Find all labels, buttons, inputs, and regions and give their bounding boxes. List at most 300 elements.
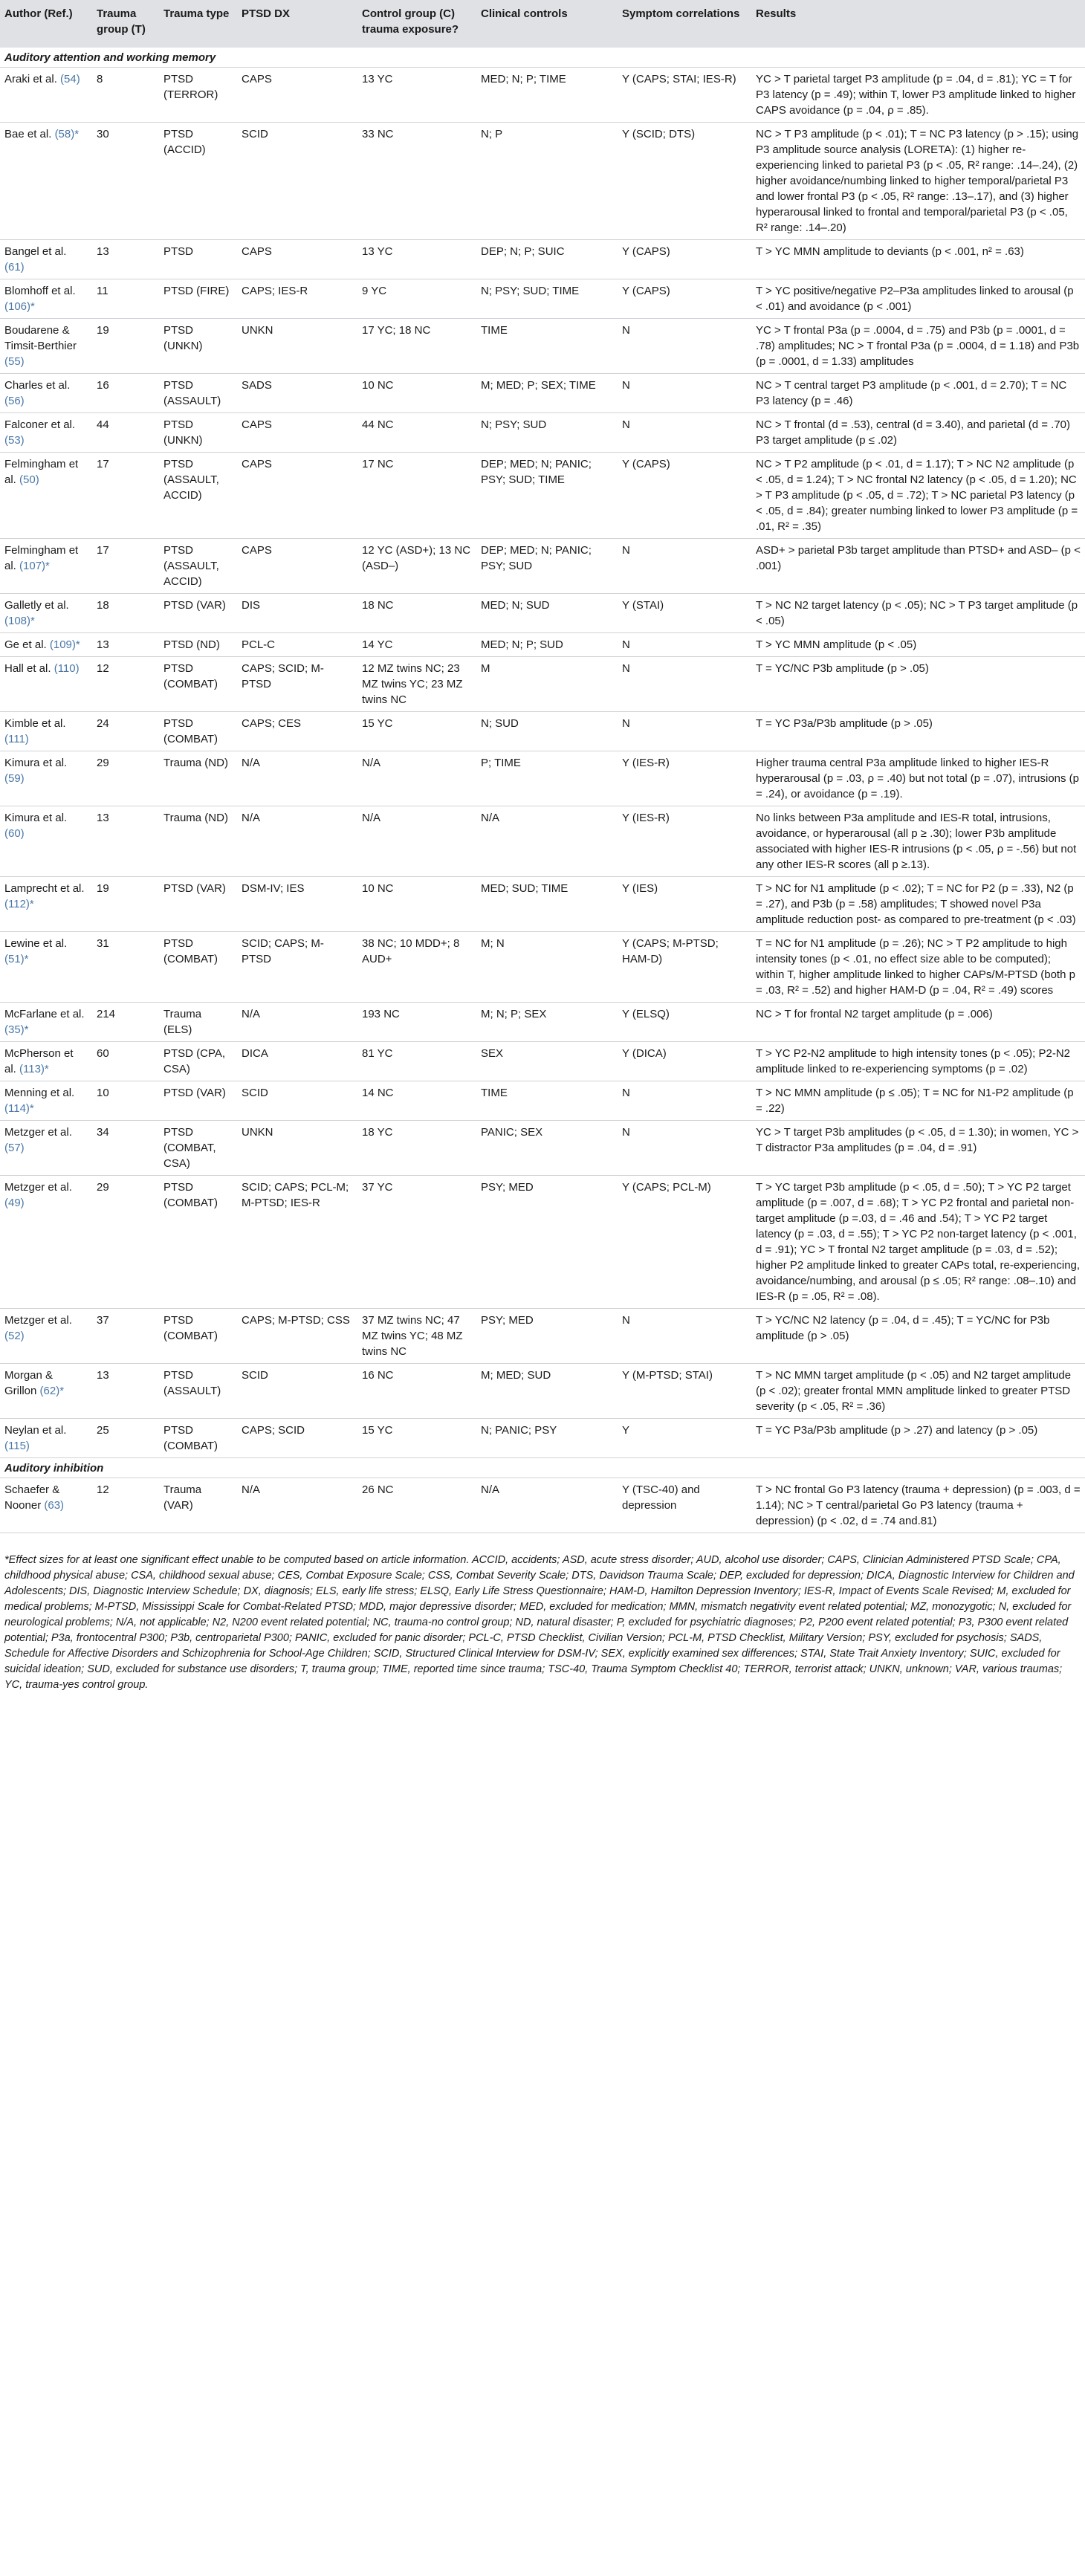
reference-link[interactable]: (56) — [4, 395, 25, 407]
cell-ptsd-dx: SCID; CAPS; M-PTSD — [237, 932, 357, 1003]
cell-results: T > NC frontal Go P3 latency (trauma + depression) (p = .003, d = 1.14); NC > T central/parietal Go P3 latency (trauma + depression) (p < .02, d = .74 and.81) — [751, 1478, 1085, 1533]
cell-clinical-controls: N; PSY; SUD; TIME — [476, 279, 618, 319]
author-name: Kimble et al. — [4, 717, 66, 730]
cell-trauma-type: PTSD (CPA, CSA) — [159, 1042, 237, 1081]
cell-trauma-type: PTSD (COMBAT) — [159, 932, 237, 1003]
cell-ptsd-dx: CAPS — [237, 68, 357, 123]
cell-clinical-controls: MED; N; SUD — [476, 594, 618, 633]
cell-control-group: N/A — [357, 751, 476, 806]
table-row — [0, 1478, 1085, 1533]
reference-link[interactable]: (60) — [4, 827, 25, 840]
cell-control-group: 13 YC — [357, 68, 476, 123]
cell-control-group: 16 NC — [357, 1364, 476, 1419]
cell-clinical-controls: MED; N; P; SUD — [476, 633, 618, 657]
cell-clinical-controls: DEP; N; P; SUIC — [476, 240, 618, 279]
cell-symptom-correlations: Y (ELSQ) — [618, 1003, 751, 1042]
cell-author — [0, 1081, 92, 1121]
cell-control-group: 81 YC — [357, 1042, 476, 1081]
cell-clinical-controls: N/A — [476, 806, 618, 877]
table-row — [0, 932, 1085, 1003]
cell-results: No links between P3a amplitude and IES-R total, intrusions, avoidance, or hyperarousal (all p ≥ .30); lower P3b amplitude associated with higher IES-R intrusions (p < .05, ρ = -.56) but not any other IES-R scores (all p ≥.13). — [751, 806, 1085, 877]
reference-link[interactable]: (112)* — [4, 898, 34, 910]
author-name: Schaefer & Nooner — [4, 1483, 60, 1512]
author-name: Bae et al. — [4, 128, 52, 140]
reference-link[interactable]: (61) — [4, 261, 25, 274]
cell-author — [0, 1176, 92, 1309]
cell-author — [0, 123, 92, 240]
cell-clinical-controls: N; PSY; SUD — [476, 413, 618, 453]
table-row — [0, 1003, 1085, 1042]
cell-results: T = YC P3a/P3b amplitude (p > .05) — [751, 712, 1085, 751]
cell-clinical-controls: PSY; MED — [476, 1309, 618, 1364]
cell-trauma-type: Trauma (ND) — [159, 751, 237, 806]
table-row — [0, 1121, 1085, 1176]
cell-results: NC > T P2 amplitude (p < .01, d = 1.17); T > NC N2 amplitude (p < .05, d = 1.24); T > NC frontal N2 latency (p < .05, d = 1.20); NC > T P3 amplitude (p < .05, d = .72); T > NC parietal P3 latency (p < .05, d = .84); greater numbing linked to lower P3 amplitude (p = .01, R² = .35) — [751, 453, 1085, 539]
cell-clinical-controls: PSY; MED — [476, 1176, 618, 1309]
reference-link[interactable]: (35)* — [4, 1023, 29, 1036]
cell-symptom-correlations: Y (STAI) — [618, 594, 751, 633]
cell-trauma-n: 30 — [92, 123, 159, 240]
cell-ptsd-dx: CAPS — [237, 240, 357, 279]
reference-link[interactable]: (110) — [54, 662, 80, 675]
header-ptsd-dx: PTSD DX — [237, 0, 357, 48]
cell-symptom-correlations: Y (CAPS; STAI; IES-R) — [618, 68, 751, 123]
author-name: Lewine et al. — [4, 937, 68, 950]
reference-link[interactable]: (62)* — [39, 1385, 65, 1397]
cell-results: T > YC P2-N2 amplitude to high intensity tones (p < .05); P2-N2 amplitude linked to re-experiencing symptoms (p = .02) — [751, 1042, 1085, 1081]
cell-symptom-correlations: Y (CAPS) — [618, 279, 751, 319]
cell-results: T > NC MMN amplitude (p ≤ .05); T = NC for N1-P2 amplitude (p = .22) — [751, 1081, 1085, 1121]
table-row — [0, 806, 1085, 877]
reference-link[interactable]: (52) — [4, 1330, 25, 1342]
cell-ptsd-dx: CAPS; IES-R — [237, 279, 357, 319]
reference-link[interactable]: (58)* — [54, 128, 80, 140]
author-name: Charles et al. — [4, 379, 71, 392]
cell-author — [0, 633, 92, 657]
cell-author — [0, 240, 92, 279]
table-row — [0, 633, 1085, 657]
author-name: Boudarene & Timsit-Berthier — [4, 324, 77, 352]
cell-clinical-controls: TIME — [476, 1081, 618, 1121]
cell-ptsd-dx: N/A — [237, 1003, 357, 1042]
section-header-row — [0, 48, 1085, 68]
reference-link[interactable]: (113)* — [19, 1063, 49, 1075]
cell-ptsd-dx: N/A — [237, 1478, 357, 1533]
cell-clinical-controls: MED; SUD; TIME — [476, 877, 618, 932]
cell-control-group: 33 NC — [357, 123, 476, 240]
cell-clinical-controls: N; PANIC; PSY — [476, 1419, 618, 1458]
cell-trauma-type: PTSD (TERROR) — [159, 68, 237, 123]
cell-trauma-n: 12 — [92, 657, 159, 712]
cell-trauma-n: 11 — [92, 279, 159, 319]
cell-clinical-controls: DEP; MED; N; PANIC; PSY; SUD — [476, 539, 618, 594]
cell-ptsd-dx: DICA — [237, 1042, 357, 1081]
cell-results: T > YC MMN amplitude (p < .05) — [751, 633, 1085, 657]
cell-results: ASD+ > parietal P3b target amplitude than PTSD+ and ASD– (p < .001) — [751, 539, 1085, 594]
cell-clinical-controls: PANIC; SEX — [476, 1121, 618, 1176]
cell-ptsd-dx: N/A — [237, 806, 357, 877]
cell-control-group: 15 YC — [357, 1419, 476, 1458]
cell-symptom-correlations: Y (CAPS; M-PTSD; HAM-D) — [618, 932, 751, 1003]
author-name: Araki et al. — [4, 73, 57, 85]
reference-link[interactable]: (57) — [4, 1142, 25, 1154]
cell-ptsd-dx: SCID — [237, 123, 357, 240]
cell-control-group: 38 NC; 10 MDD+; 8 AUD+ — [357, 932, 476, 1003]
table-row — [0, 453, 1085, 539]
table-row — [0, 1419, 1085, 1458]
cell-author — [0, 453, 92, 539]
cell-author — [0, 1419, 92, 1458]
author-name: Bangel et al. — [4, 245, 67, 258]
reference-link[interactable]: (115) — [4, 1440, 30, 1452]
header-results: Results — [751, 0, 1085, 48]
cell-author — [0, 319, 92, 374]
cell-trauma-n: 12 — [92, 1478, 159, 1533]
cell-results: Higher trauma central P3a amplitude linked to higher IES-R hyperarousal (p = .03, ρ = .40) but not total (p = .07), intrusions (p = .24), or avoidance (p = .19). — [751, 751, 1085, 806]
cell-ptsd-dx: CAPS — [237, 413, 357, 453]
cell-trauma-type: PTSD — [159, 240, 237, 279]
cell-results: YC > T frontal P3a (p = .0004, d = .75) and P3b (p = .0001, d = .78) amplitudes; NC > T frontal P3a (p = .0004, d = 1.18) and P3b (p = .0001, d = 1.33) amplitudes — [751, 319, 1085, 374]
cell-symptom-correlations: N — [618, 319, 751, 374]
reference-link[interactable]: (51)* — [4, 953, 29, 965]
reference-link[interactable]: (108)* — [4, 615, 35, 627]
cell-ptsd-dx: SCID — [237, 1081, 357, 1121]
cell-trauma-type: PTSD (VAR) — [159, 594, 237, 633]
cell-trauma-n: 34 — [92, 1121, 159, 1176]
cell-control-group: 10 NC — [357, 877, 476, 932]
cell-symptom-correlations: N — [618, 374, 751, 413]
cell-author — [0, 1003, 92, 1042]
table-row — [0, 123, 1085, 240]
cell-results: T = NC for N1 amplitude (p = .26); NC > T P2 amplitude to high intensity tones (p < .01, no effect size able to be computed); within T, higher amplitude linked to higher CAPs/M-PTSD (both p = .03, R² = .52) and higher HAM-D (p = .04, R² = .49) scores — [751, 932, 1085, 1003]
cell-control-group: 17 YC; 18 NC — [357, 319, 476, 374]
cell-symptom-correlations: N — [618, 413, 751, 453]
header-clinical-controls: Clinical controls — [476, 0, 618, 48]
cell-author — [0, 932, 92, 1003]
header-control-group: Control group (C) trauma exposure? — [357, 0, 476, 48]
cell-trauma-n: 13 — [92, 633, 159, 657]
cell-clinical-controls: MED; N; P; TIME — [476, 68, 618, 123]
cell-ptsd-dx: CAPS; SCID — [237, 1419, 357, 1458]
cell-control-group: 18 YC — [357, 1121, 476, 1176]
cell-trauma-n: 13 — [92, 806, 159, 877]
cell-results: NC > T P3 amplitude (p < .01); T = NC P3 latency (p > .15); using P3 amplitude source analysis (LORETA): (1) higher re-experiencing linked to parietal P3 (p < .05, R² range: .14–.24), (2) higher avoidance/numbing linked to higher temporal/parietal P3 and lower frontal P3 (p < .05, R² range: .13–.17), and (3) higher hyperarousal linked to frontal and temporal/parietal P3 (p < .05, R² range: .14–.20) — [751, 123, 1085, 240]
cell-results: T > NC for N1 amplitude (p < .02); T = NC for P2 (p = .33), N2 (p = .27), and P3b (p = .58) amplitudes; T showed novel P3a amplitude reduction post- as compared to pre-treatment (p < .03) — [751, 877, 1085, 932]
cell-symptom-correlations: N — [618, 1081, 751, 1121]
cell-control-group: 12 YC (ASD+); 13 NC (ASD–) — [357, 539, 476, 594]
table-row — [0, 539, 1085, 594]
cell-results: T > YC/NC N2 latency (p = .04, d = .45); T = YC/NC for P3b amplitude (p > .05) — [751, 1309, 1085, 1364]
cell-trauma-type: PTSD (UNKN) — [159, 413, 237, 453]
cell-symptom-correlations: Y (IES-R) — [618, 806, 751, 877]
cell-symptom-correlations: Y (CAPS; PCL-M) — [618, 1176, 751, 1309]
cell-trauma-type: PTSD (COMBAT) — [159, 1176, 237, 1309]
reference-link[interactable]: (111) — [4, 733, 29, 745]
cell-control-group: 193 NC — [357, 1003, 476, 1042]
cell-clinical-controls: M; N — [476, 932, 618, 1003]
cell-symptom-correlations: N — [618, 539, 751, 594]
cell-symptom-correlations: N — [618, 1309, 751, 1364]
reference-link[interactable]: (109)* — [49, 638, 80, 651]
cell-results: YC > T parietal target P3 amplitude (p = .04, d = .81); YC = T for P3 latency (p = .49); within T, lower P3 amplitude linked to higher CAPS avoidance (p = .04, ρ = .85). — [751, 68, 1085, 123]
cell-trauma-type: PTSD (ASSAULT) — [159, 1364, 237, 1419]
cell-trauma-n: 17 — [92, 453, 159, 539]
cell-author — [0, 877, 92, 932]
cell-trauma-type: PTSD (ACCID) — [159, 123, 237, 240]
author-name: Kimura et al. — [4, 812, 68, 824]
cell-ptsd-dx: SCID — [237, 1364, 357, 1419]
cell-symptom-correlations: N — [618, 1121, 751, 1176]
cell-clinical-controls: M; MED; P; SEX; TIME — [476, 374, 618, 413]
cell-author — [0, 1478, 92, 1533]
table-row — [0, 240, 1085, 279]
author-name: Falconer et al. — [4, 418, 76, 431]
cell-results: T > YC target P3b amplitude (p < .05, d = .50); T > YC P2 target amplitude (p = .007, d = .68); T > YC P2 frontal and parietal non-target amplitude (p =.03, d = .46 and .54); T > YC P2 target latency (p = .03, d = .55); T > YC P2 non-target latency (p < .001, d = .91); YC > T frontal N2 target amplitude (p = .03, d = .52); higher P2 amplitude linked to greater CAPs total, re-experiencing, avoidance/numbing, and arousal (p ≤ .05; R² range: .08–.10) and IES-R (p = .05, R² = .08). — [751, 1176, 1085, 1309]
table-footnote: *Effect sizes for at least one significant effect unable to be computed based on article information. ACCID, accidents; ASD, acute stress disorder; AUD, alcohol use disorder; CAPS, Clinician Administered PTSD Scale; CPA, childhood physical abuse; CSA, childhood sexual abuse; CES, Combat Exposure Scale; CSS, Combat Severity Scale; DTS, Davidson Trauma Scale; DEP, excluded for depression; DICA, Diagnostic Interview for Children and Adolescents; DIS, Diagnostic Interview Schedule; DX, diagnosis; ELS, early life stress; ELSQ, Early Life Stress Questionnaire; HAM-D, Hamilton Depression Inventory; IES-R, Impact of Events Scale Revised; M, excluded for medical problems; M-PTSD, Mississippi Scale for Combat-Related PTSD; MDD, major depressive disorder; MED, excluded for medication; MMN, mismatch negativity event related potential; MZ, monozygotic; N, excluded for neurological problems; N/A, not applicable; N2, N200 event related potential; NC, trauma-no control group; ND, natural disaster; P, excluded for psychiatric diagnoses; P2, P200 event related potential; P3, P300 event related potential; P3a, frontocentral P300; P3b, centroparietal P300; PANIC, excluded for panic disorder; PCL-C, PTSD Checklist, Civilian Version; PCL-M, PTSD Checklist, Military Version; PSY, excluded for psychosis; SADS, Schedule for Affective Disorders and Schizophrenia for School-Age Children; SCID, Structured Clinical Interview for DSM-IV; SEX, explicitly examined sex differences; STAI, State Trait Anxiety Inventory; SUIC, excluded for suicidal ideation; SUD, excluded for substance use disorders; T, trauma group; TIME, reported time since trauma; TSC-40, Trauma Symptom Checklist 40; TERROR, terrorist attack; UNKN, unknown; VAR, various traumas; YC, trauma-yes control group. — [0, 1533, 1085, 1700]
cell-author — [0, 279, 92, 319]
cell-trauma-n: 29 — [92, 1176, 159, 1309]
cell-trauma-n: 24 — [92, 712, 159, 751]
cell-author — [0, 657, 92, 712]
cell-trauma-type: PTSD (COMBAT) — [159, 657, 237, 712]
reference-link[interactable]: (53) — [4, 434, 25, 447]
cell-trauma-type: PTSD (UNKN) — [159, 319, 237, 374]
cell-results: YC > T target P3b amplitudes (p < .05, d = 1.30); in women, YC > T distractor P3a amplitudes (p = .04, d = .91) — [751, 1121, 1085, 1176]
cell-results: T > YC MMN amplitude to deviants (p < .001, n² = .63) — [751, 240, 1085, 279]
cell-trauma-n: 18 — [92, 594, 159, 633]
cell-control-group: 12 MZ twins NC; 23 MZ twins YC; 23 MZ twins NC — [357, 657, 476, 712]
cell-results: NC > T central target P3 amplitude (p < .001, d = 2.70); T = NC P3 latency (p = .46) — [751, 374, 1085, 413]
cell-trauma-type: PTSD (VAR) — [159, 877, 237, 932]
cell-trauma-n: 13 — [92, 1364, 159, 1419]
cell-control-group: 26 NC — [357, 1478, 476, 1533]
section-title: Auditory attention and working memory — [4, 51, 216, 64]
cell-clinical-controls: TIME — [476, 319, 618, 374]
cell-results: T = YC P3a/P3b amplitude (p > .27) and latency (p > .05) — [751, 1419, 1085, 1458]
cell-results: T > NC MMN target amplitude (p < .05) and N2 target amplitude (p < .02); greater frontal MMN amplitude linked to greater PTSD severity (p < .05, R² = .36) — [751, 1364, 1085, 1419]
cell-control-group: 18 NC — [357, 594, 476, 633]
cell-symptom-correlations: Y (DICA) — [618, 1042, 751, 1081]
cell-control-group: 14 NC — [357, 1081, 476, 1121]
cell-trauma-n: 214 — [92, 1003, 159, 1042]
cell-trauma-n: 19 — [92, 877, 159, 932]
cell-control-group: 14 YC — [357, 633, 476, 657]
cell-author — [0, 68, 92, 123]
author-name: Menning et al. — [4, 1087, 75, 1099]
cell-ptsd-dx: CAPS; SCID; M-PTSD — [237, 657, 357, 712]
cell-author — [0, 413, 92, 453]
cell-control-group: 10 NC — [357, 374, 476, 413]
cell-clinical-controls: M; N; P; SEX — [476, 1003, 618, 1042]
table-row — [0, 1042, 1085, 1081]
cell-trauma-n: 17 — [92, 539, 159, 594]
cell-control-group: 9 YC — [357, 279, 476, 319]
cell-trauma-n: 60 — [92, 1042, 159, 1081]
author-name: McFarlane et al. — [4, 1008, 85, 1020]
cell-trauma-type: Trauma (ELS) — [159, 1003, 237, 1042]
cell-trauma-n: 10 — [92, 1081, 159, 1121]
header-trauma-group: Trauma group (T) — [92, 0, 159, 48]
cell-author — [0, 1309, 92, 1364]
table-row — [0, 279, 1085, 319]
cell-ptsd-dx: SADS — [237, 374, 357, 413]
cell-symptom-correlations: Y (SCID; DTS) — [618, 123, 751, 240]
author-name: Felmingham et al. — [4, 458, 79, 486]
cell-symptom-correlations: Y (CAPS) — [618, 240, 751, 279]
cell-symptom-correlations: N — [618, 712, 751, 751]
table-row — [0, 657, 1085, 712]
cell-trauma-n: 16 — [92, 374, 159, 413]
cell-ptsd-dx: CAPS; M-PTSD; CSS — [237, 1309, 357, 1364]
cell-trauma-type: PTSD (COMBAT) — [159, 712, 237, 751]
cell-ptsd-dx: DSM-IV; IES — [237, 877, 357, 932]
cell-ptsd-dx: CAPS — [237, 453, 357, 539]
author-name: Metzger et al. — [4, 1314, 72, 1327]
author-name: Neylan et al. — [4, 1424, 67, 1437]
table-row — [0, 1176, 1085, 1309]
cell-author — [0, 539, 92, 594]
cell-control-group: 37 YC — [357, 1176, 476, 1309]
cell-results: NC > T frontal (d = .53), central (d = 3.40), and parietal (d = .70) P3 target amplitude (p ≤ .02) — [751, 413, 1085, 453]
table-row — [0, 712, 1085, 751]
cell-clinical-controls: SEX — [476, 1042, 618, 1081]
header-symptom-correlations: Symptom correlations — [618, 0, 751, 48]
cell-trauma-type: PTSD (ASSAULT, ACCID) — [159, 539, 237, 594]
table-row — [0, 877, 1085, 932]
reference-link[interactable]: (107)* — [19, 560, 50, 572]
cell-author — [0, 1042, 92, 1081]
cell-control-group: 13 YC — [357, 240, 476, 279]
cell-trauma-type: PTSD (COMBAT) — [159, 1419, 237, 1458]
cell-trauma-type: Trauma (VAR) — [159, 1478, 237, 1533]
cell-trauma-type: PTSD (ASSAULT, ACCID) — [159, 453, 237, 539]
reference-link[interactable]: (50) — [19, 473, 39, 486]
reference-link[interactable]: (55) — [4, 355, 25, 368]
table-row — [0, 374, 1085, 413]
cell-trauma-type: PTSD (ND) — [159, 633, 237, 657]
cell-trauma-n: 37 — [92, 1309, 159, 1364]
table-row — [0, 751, 1085, 806]
cell-control-group: 44 NC — [357, 413, 476, 453]
cell-control-group: 15 YC — [357, 712, 476, 751]
cell-trauma-type: Trauma (ND) — [159, 806, 237, 877]
cell-author — [0, 806, 92, 877]
cell-author — [0, 751, 92, 806]
header-trauma-type: Trauma type — [159, 0, 237, 48]
author-name: Metzger et al. — [4, 1126, 72, 1139]
cell-clinical-controls: N/A — [476, 1478, 618, 1533]
author-name: Metzger et al. — [4, 1181, 72, 1194]
author-name: Ge et al. — [4, 638, 47, 651]
author-name: Lamprecht et al. — [4, 882, 85, 895]
author-name: Kimura et al. — [4, 757, 68, 769]
author-name: Morgan & Grillon — [4, 1369, 54, 1397]
reference-link[interactable]: (54) — [60, 73, 80, 85]
cell-ptsd-dx: CAPS; CES — [237, 712, 357, 751]
reference-link[interactable]: (59) — [4, 772, 25, 785]
reference-link[interactable]: (49) — [4, 1197, 25, 1209]
table-header-row — [0, 0, 1085, 48]
cell-trauma-n: 25 — [92, 1419, 159, 1458]
cell-symptom-correlations: N — [618, 633, 751, 657]
reference-link[interactable]: (106)* — [4, 300, 35, 313]
cell-trauma-type: PTSD (COMBAT) — [159, 1309, 237, 1364]
cell-symptom-correlations: Y — [618, 1419, 751, 1458]
author-name: McPherson et al. — [4, 1047, 74, 1075]
cell-symptom-correlations: Y (M-PTSD; STAI) — [618, 1364, 751, 1419]
cell-clinical-controls: N; SUD — [476, 712, 618, 751]
cell-trauma-type: PTSD (ASSAULT) — [159, 374, 237, 413]
cell-ptsd-dx: SCID; CAPS; PCL-M; M-PTSD; IES-R — [237, 1176, 357, 1309]
header-author: Author (Ref.) — [0, 0, 92, 48]
cell-trauma-n: 29 — [92, 751, 159, 806]
cell-ptsd-dx: PCL-C — [237, 633, 357, 657]
cell-author — [0, 1364, 92, 1419]
cell-trauma-n: 8 — [92, 68, 159, 123]
reference-link[interactable]: (114)* — [4, 1102, 34, 1115]
table-row — [0, 319, 1085, 374]
cell-ptsd-dx: N/A — [237, 751, 357, 806]
cell-clinical-controls: DEP; MED; N; PANIC; PSY; SUD; TIME — [476, 453, 618, 539]
section-header-row — [0, 1458, 1085, 1478]
cell-trauma-n: 44 — [92, 413, 159, 453]
cell-symptom-correlations: Y (TSC-40) and depression — [618, 1478, 751, 1533]
cell-clinical-controls: M — [476, 657, 618, 712]
cell-clinical-controls: N; P — [476, 123, 618, 240]
cell-symptom-correlations: Y (CAPS) — [618, 453, 751, 539]
table-body — [0, 48, 1085, 1533]
reference-link[interactable]: (63) — [44, 1499, 65, 1512]
author-name: Galletly et al. — [4, 599, 69, 612]
author-name: Blomhoff et al. — [4, 285, 76, 297]
cell-control-group: N/A — [357, 806, 476, 877]
cell-author — [0, 594, 92, 633]
cell-symptom-correlations: N — [618, 657, 751, 712]
cell-trauma-type: PTSD (COMBAT, CSA) — [159, 1121, 237, 1176]
table-row — [0, 1081, 1085, 1121]
cell-results: NC > T for frontal N2 target amplitude (p = .006) — [751, 1003, 1085, 1042]
cell-results: T > YC positive/negative P2–P3a amplitudes linked to arousal (p < .01) and avoidance (p < .001) — [751, 279, 1085, 319]
table-row — [0, 1309, 1085, 1364]
cell-author — [0, 374, 92, 413]
cell-results: T > NC N2 target latency (p < .05); NC > T P3 target amplitude (p < .05) — [751, 594, 1085, 633]
table-row — [0, 1364, 1085, 1419]
cell-trauma-n: 31 — [92, 932, 159, 1003]
table-row — [0, 68, 1085, 123]
cell-author — [0, 712, 92, 751]
cell-clinical-controls: P; TIME — [476, 751, 618, 806]
cell-control-group: 37 MZ twins NC; 47 MZ twins YC; 48 MZ twins NC — [357, 1309, 476, 1364]
cell-ptsd-dx: DIS — [237, 594, 357, 633]
cell-results: T = YC/NC P3b amplitude (p > .05) — [751, 657, 1085, 712]
cell-ptsd-dx: UNKN — [237, 319, 357, 374]
cell-clinical-controls: M; MED; SUD — [476, 1364, 618, 1419]
author-name: Felmingham et al. — [4, 544, 79, 572]
cell-control-group: 17 NC — [357, 453, 476, 539]
cell-ptsd-dx: CAPS — [237, 539, 357, 594]
author-name: Hall et al. — [4, 662, 51, 675]
cell-author — [0, 1121, 92, 1176]
cell-symptom-correlations: Y (IES) — [618, 877, 751, 932]
section-title: Auditory inhibition — [0, 1458, 1085, 1478]
cell-symptom-correlations: Y (IES-R) — [618, 751, 751, 806]
cell-ptsd-dx: UNKN — [237, 1121, 357, 1176]
table-row — [0, 594, 1085, 633]
table-row — [0, 413, 1085, 453]
cell-trauma-n: 13 — [92, 240, 159, 279]
cell-trauma-n: 19 — [92, 319, 159, 374]
cell-trauma-type: PTSD (FIRE) — [159, 279, 237, 319]
